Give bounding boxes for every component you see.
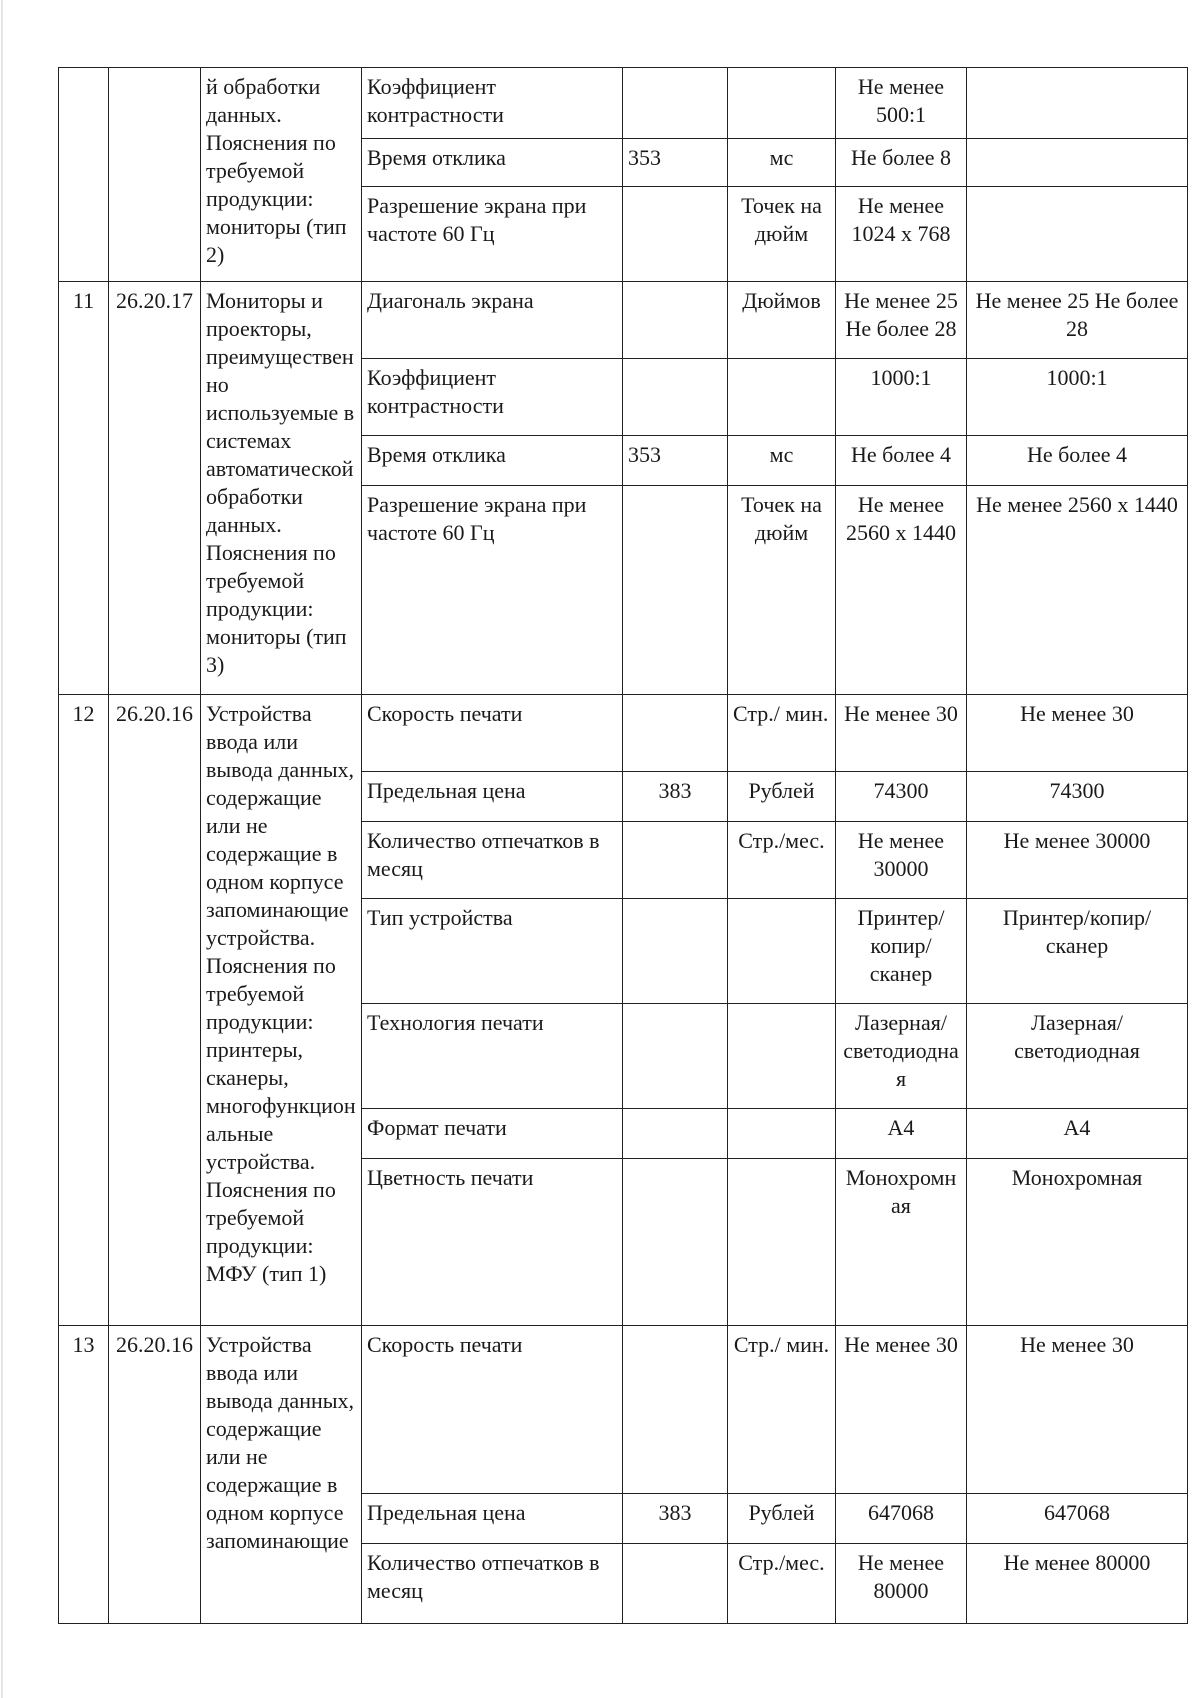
okei-code: [623, 486, 728, 695]
okei-code: 383: [623, 1494, 728, 1544]
unit-name: [728, 1004, 836, 1109]
value-approved: Монохромная: [836, 1159, 967, 1326]
value-required: 74300: [967, 772, 1188, 822]
okei-code: [623, 1544, 728, 1624]
requirements-table: [58, 67, 1188, 1624]
value-required: Не менее 25 Не более 28: [967, 282, 1188, 359]
scan-edge: [1, 0, 3, 1698]
okei-code: [623, 1326, 728, 1494]
table-row: [59, 1326, 1188, 1494]
table-row: [59, 282, 1188, 359]
okei-code: [623, 1004, 728, 1109]
characteristic-label: Время отклика: [362, 436, 623, 486]
value-approved: Не менее 25 Не более 28: [836, 282, 967, 359]
value-required: [967, 187, 1188, 282]
unit-name: Дюймов: [728, 282, 836, 359]
value-required: Не менее 30000: [967, 822, 1188, 899]
value-approved: 647068: [836, 1494, 967, 1544]
okpd2-code: [109, 68, 201, 282]
row-number: 11: [59, 282, 109, 695]
value-required: [967, 139, 1188, 187]
characteristic-label: Формат печати: [362, 1109, 623, 1159]
value-approved: 1000:1: [836, 359, 967, 436]
value-approved: Не более 4: [836, 436, 967, 486]
table-row: [59, 68, 1188, 139]
value-required: 647068: [967, 1494, 1188, 1544]
product-name: Устройства ввода или вывода данных, содержащие или не содержащие в одном корпусе запоминающие: [201, 1326, 362, 1624]
characteristic-label: Скорость печати: [362, 695, 623, 772]
unit-name: Стр./мес.: [728, 822, 836, 899]
value-required: Не менее 2560 x 1440: [967, 486, 1188, 695]
okei-code: [623, 68, 728, 139]
unit-name: Точек на дюйм: [728, 187, 836, 282]
characteristic-label: Время отклика: [362, 139, 623, 187]
table-row: [59, 695, 1188, 772]
value-required: Не более 4: [967, 436, 1188, 486]
value-approved: А4: [836, 1109, 967, 1159]
okei-code: 353: [623, 436, 728, 486]
unit-name: [728, 899, 836, 1004]
row-number: 13: [59, 1326, 109, 1624]
okei-code: [623, 1159, 728, 1326]
characteristic-label: Коэффициент контрастности: [362, 68, 623, 139]
value-required: Не менее 80000: [967, 1544, 1188, 1624]
value-approved: Не менее 30: [836, 695, 967, 772]
characteristic-label: Диагональ экрана: [362, 282, 623, 359]
characteristic-label: Тип устройства: [362, 899, 623, 1004]
value-required: Не менее 30: [967, 1326, 1188, 1494]
okpd2-code: 26.20.16: [109, 1326, 201, 1624]
unit-name: [728, 68, 836, 139]
unit-name: [728, 359, 836, 436]
okei-code: [623, 695, 728, 772]
unit-name: Стр./мес.: [728, 1544, 836, 1624]
product-name: Мониторы и проекторы, преимущественно используемые в системах автоматической обработки данных. Пояснения по требуемой продукции: мониторы (тип 3): [201, 282, 362, 695]
value-approved: Не более 8: [836, 139, 967, 187]
unit-name: мс: [728, 139, 836, 187]
value-approved: Не менее 80000: [836, 1544, 967, 1624]
value-required: Не менее 30: [967, 695, 1188, 772]
value-approved: Лазерная/ светодиодная: [836, 1004, 967, 1109]
characteristic-label: Разрешение экрана при частоте 60 Гц: [362, 486, 623, 695]
value-required: Принтер/копир/сканер: [967, 899, 1188, 1004]
characteristic-label: Скорость печати: [362, 1326, 623, 1494]
value-approved: 74300: [836, 772, 967, 822]
okei-code: [623, 1109, 728, 1159]
characteristic-label: Коэффициент контрастности: [362, 359, 623, 436]
characteristic-label: Предельная цена: [362, 1494, 623, 1544]
okei-code: 383: [623, 772, 728, 822]
value-approved: Не менее 2560 x 1440: [836, 486, 967, 695]
value-required: 1000:1: [967, 359, 1188, 436]
unit-name: Рублей: [728, 772, 836, 822]
row-number: [59, 68, 109, 282]
okei-code: [623, 359, 728, 436]
okei-code: [623, 822, 728, 899]
row-number: 12: [59, 695, 109, 1326]
unit-name: Стр./ мин.: [728, 695, 836, 772]
value-approved: Не менее 500:1: [836, 68, 967, 139]
unit-name: [728, 1159, 836, 1326]
value-required: А4: [967, 1109, 1188, 1159]
value-required: [967, 68, 1188, 139]
value-approved: Не менее 30000: [836, 822, 967, 899]
value-required: Монохромная: [967, 1159, 1188, 1326]
okei-code: [623, 282, 728, 359]
value-required: Лазерная/ светодиодная: [967, 1004, 1188, 1109]
value-approved: Не менее 30: [836, 1326, 967, 1494]
unit-name: [728, 1109, 836, 1159]
okei-code: [623, 187, 728, 282]
characteristic-label: Цветность печати: [362, 1159, 623, 1326]
characteristic-label: Предельная цена: [362, 772, 623, 822]
product-name: Устройства ввода или вывода данных, содержащие или не содержащие в одном корпусе запоминающие устройства. Пояснения по требуемой продукции: принтеры, сканеры, многофункциональные устройства. Пояснения по требуемой продукции: МФУ (тип 1): [201, 695, 362, 1326]
unit-name: Точек на дюйм: [728, 486, 836, 695]
characteristic-label: Количество отпечатков в месяц: [362, 1544, 623, 1624]
okei-code: 353: [623, 139, 728, 187]
value-approved: Принтер/ копир/сканер: [836, 899, 967, 1004]
characteristic-label: Технология печати: [362, 1004, 623, 1109]
characteristic-label: Количество отпечатков в месяц: [362, 822, 623, 899]
unit-name: Рублей: [728, 1494, 836, 1544]
okei-code: [623, 899, 728, 1004]
unit-name: мс: [728, 436, 836, 486]
characteristic-label: Разрешение экрана при частоте 60 Гц: [362, 187, 623, 282]
okpd2-code: 26.20.17: [109, 282, 201, 695]
unit-name: Стр./ мин.: [728, 1326, 836, 1494]
value-approved: Не менее 1024 x 768: [836, 187, 967, 282]
okpd2-code: 26.20.16: [109, 695, 201, 1326]
product-name: й обработки данных. Пояснения по требуемой продукции: мониторы (тип 2): [201, 68, 362, 282]
